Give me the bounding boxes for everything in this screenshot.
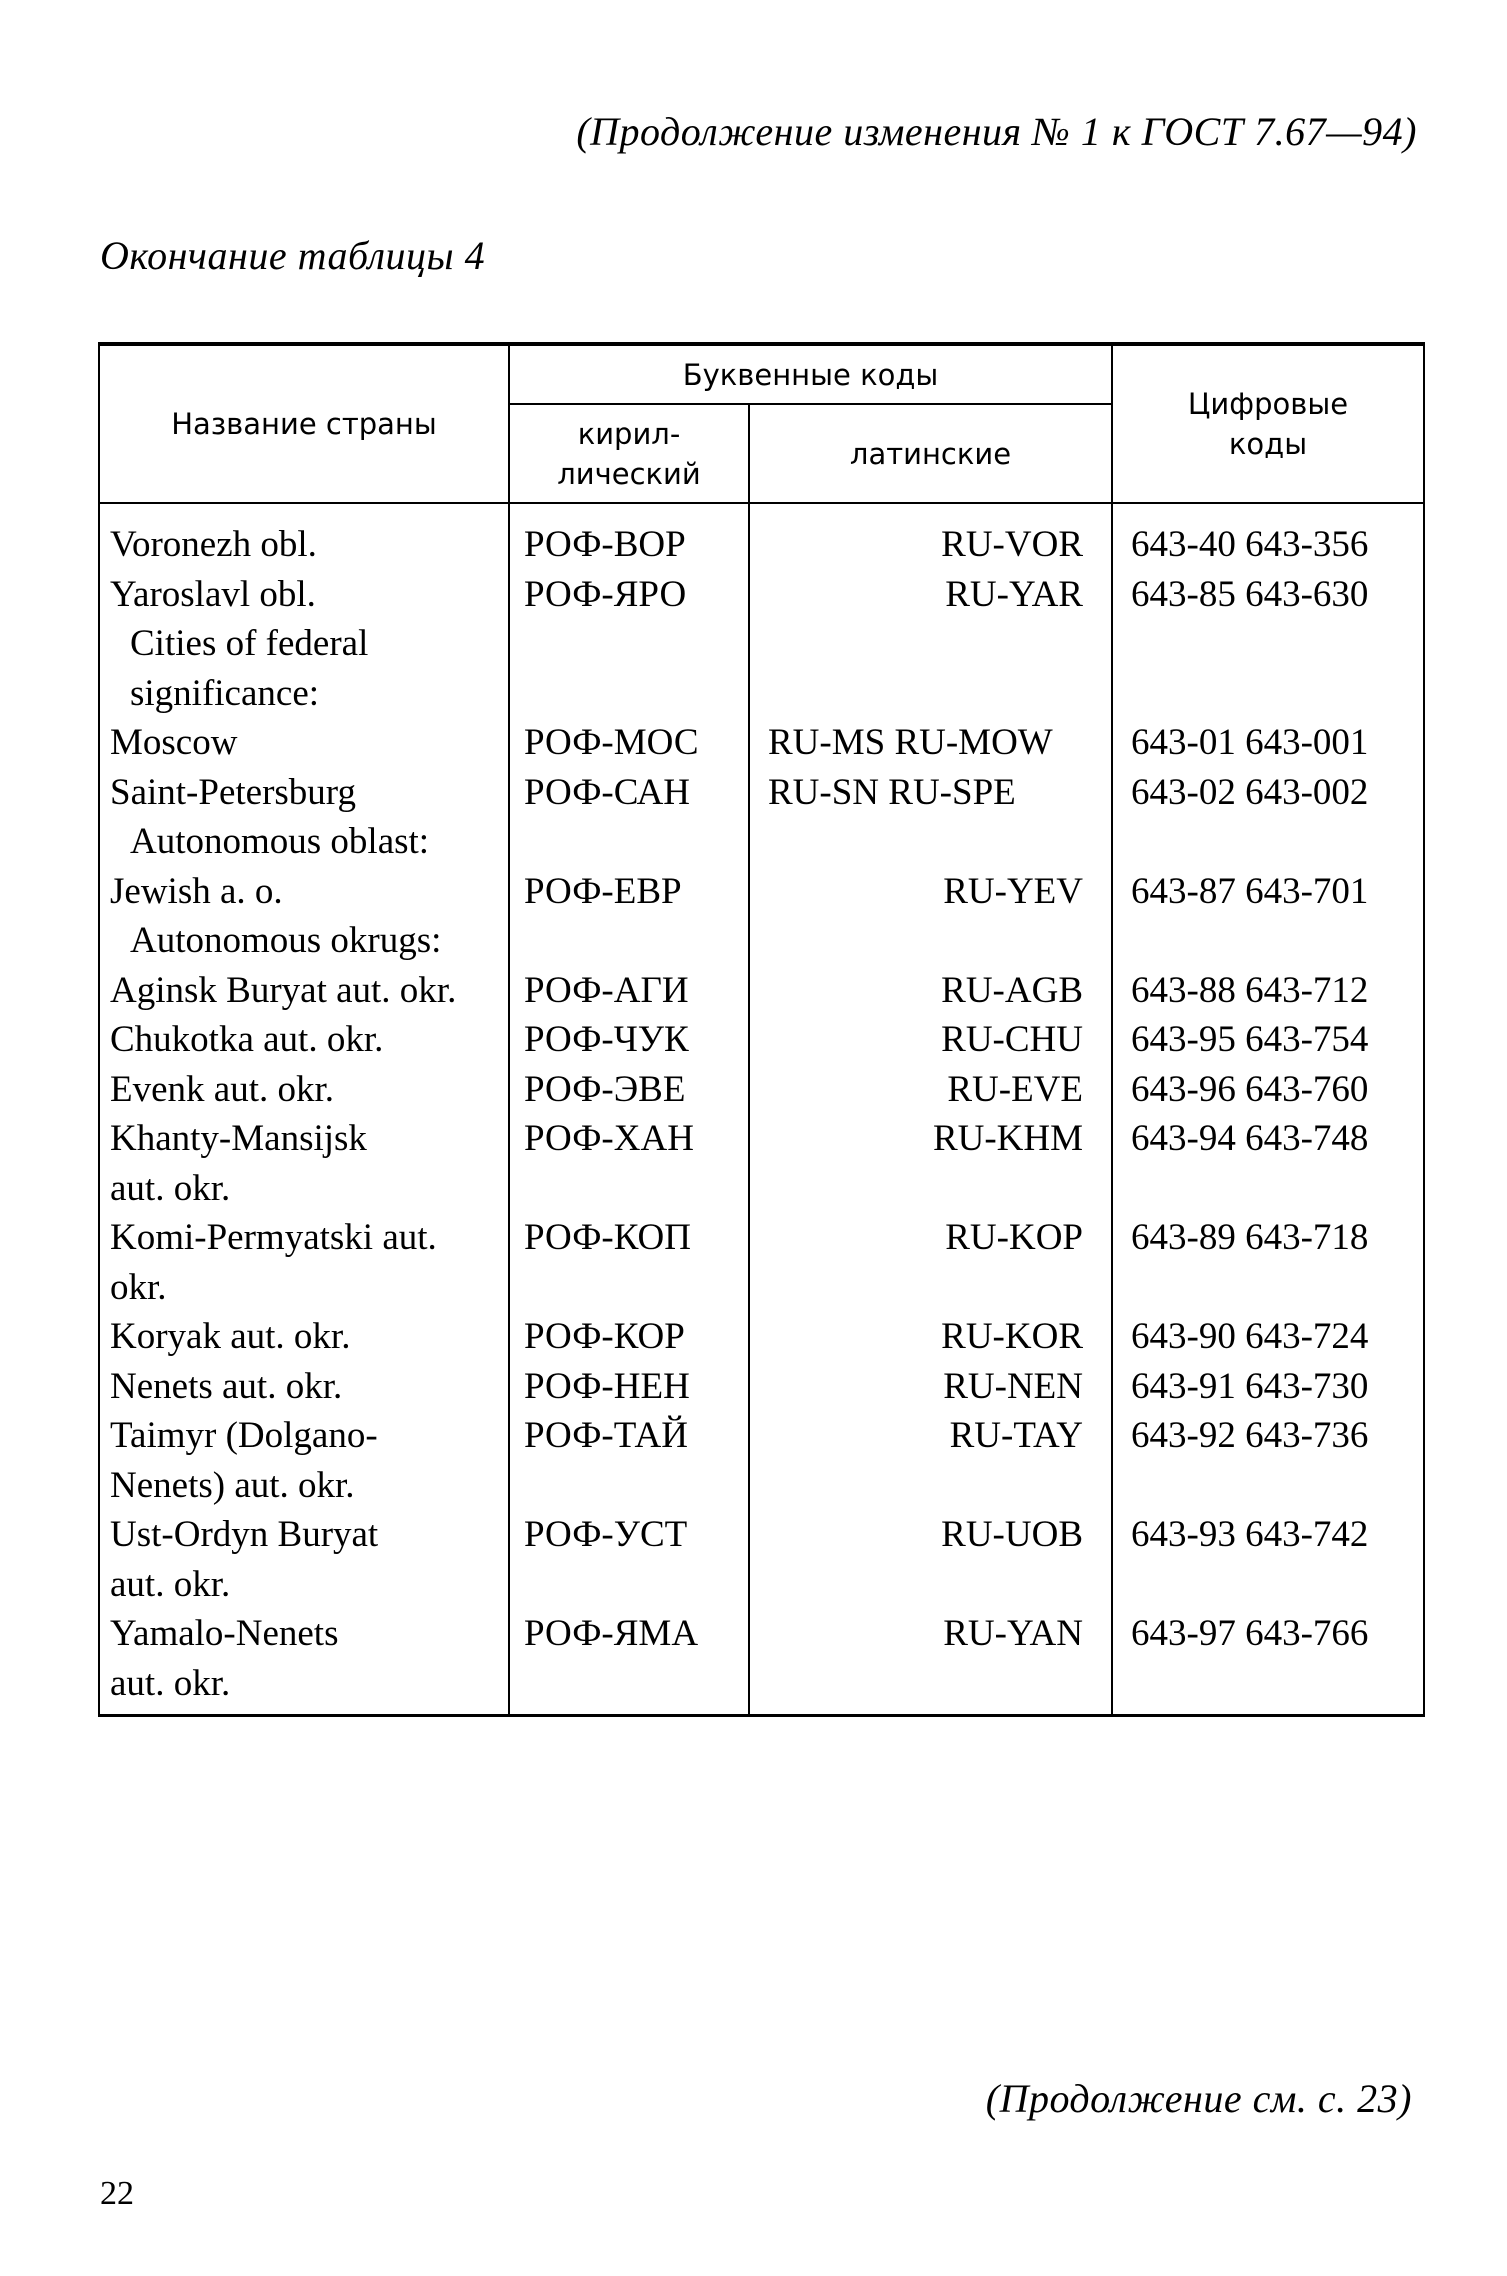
country-name-cell: Jewish a. o.	[99, 867, 509, 917]
country-name-cell: Voronezh obl.	[99, 503, 509, 570]
table-row	[99, 1213, 1424, 1312]
country-name-cell: Nenets aut. okr.	[99, 1362, 509, 1412]
header-letter-codes: Буквенные коды	[509, 344, 1112, 404]
country-name-cell: Saint-Petersburg	[99, 768, 509, 818]
country-name-cell: Yaroslavl obl.	[99, 570, 509, 620]
group-label-cell: Autonomous oblast:	[99, 817, 509, 867]
latin-code-cell	[749, 619, 1112, 718]
table-body	[99, 503, 1424, 1716]
table-row	[99, 1065, 1424, 1115]
header-digital-codes: Цифровые коды	[1112, 344, 1424, 503]
page-number: 22	[100, 2175, 134, 2212]
cyrillic-code-cell: РОФ-УСТ	[509, 1510, 749, 1609]
header-country-name: Название страны	[99, 344, 509, 503]
cyrillic-code-cell	[509, 619, 749, 718]
table-row	[99, 1609, 1424, 1716]
latin-code-cell: RU-YEV	[749, 867, 1112, 917]
table-row	[99, 1312, 1424, 1362]
table-row	[99, 570, 1424, 620]
cyrillic-code-cell: РОФ-ЯРО	[509, 570, 749, 620]
country-name-cell: Khanty-Mansijsk aut. okr.	[99, 1114, 509, 1213]
digital-code-cell: 643-93 643-742	[1112, 1510, 1424, 1609]
table-row	[99, 718, 1424, 768]
table-header	[99, 344, 1424, 503]
table-row	[99, 1015, 1424, 1065]
cyrillic-code-cell: РОФ-ЧУК	[509, 1015, 749, 1065]
latin-code-cell: RU-VOR	[749, 503, 1112, 570]
latin-code-cell: RU-TAY	[749, 1411, 1112, 1510]
table-row	[99, 1411, 1424, 1510]
digital-code-cell: 643-94 643-748	[1112, 1114, 1424, 1213]
digital-code-cell: 643-97 643-766	[1112, 1609, 1424, 1716]
header-cyrillic: кирил- лический	[509, 404, 749, 503]
digital-code-cell	[1112, 916, 1424, 966]
table-row	[99, 1510, 1424, 1609]
cyrillic-code-cell: РОФ-ЯМА	[509, 1609, 749, 1716]
cyrillic-code-cell: РОФ-АГИ	[509, 966, 749, 1016]
table-row	[99, 503, 1424, 570]
digital-code-cell: 643-01 643-001	[1112, 718, 1424, 768]
country-name-cell: Aginsk Buryat aut. okr.	[99, 966, 509, 1016]
cyrillic-code-cell: РОФ-ХАН	[509, 1114, 749, 1213]
country-name-cell: Chukotka aut. okr.	[99, 1015, 509, 1065]
digital-code-cell: 643-95 643-754	[1112, 1015, 1424, 1065]
country-name-cell: Taimyr (Dolgano- Nenets) aut. okr.	[99, 1411, 509, 1510]
table-row	[99, 768, 1424, 818]
digital-code-cell	[1112, 817, 1424, 867]
table-group-row	[99, 817, 1424, 867]
cyrillic-code-cell: РОФ-МОС	[509, 718, 749, 768]
latin-code-cell: RU-CHU	[749, 1015, 1112, 1065]
latin-code-cell: RU-SN RU-SPE	[749, 768, 1112, 818]
cyrillic-code-cell: РОФ-ВОР	[509, 503, 749, 570]
latin-code-cell: RU-KOR	[749, 1312, 1112, 1362]
latin-code-cell: RU-AGB	[749, 966, 1112, 1016]
cyrillic-code-cell	[509, 817, 749, 867]
table-group-row	[99, 916, 1424, 966]
country-codes-table-container	[98, 342, 1423, 1717]
cyrillic-code-cell: РОФ-ЭВЕ	[509, 1065, 749, 1115]
header-latin: латинские	[749, 404, 1112, 503]
group-label-cell: Cities of federal significance:	[99, 619, 509, 718]
table-caption: Окончание таблицы 4	[100, 233, 486, 278]
cyrillic-code-cell	[509, 916, 749, 966]
latin-code-cell: RU-MS RU-MOW	[749, 718, 1112, 768]
digital-code-cell	[1112, 619, 1424, 718]
cyrillic-code-cell: РОФ-САН	[509, 768, 749, 818]
continuation-note: (Продолжение см. с. 23)	[985, 2076, 1412, 2121]
country-codes-table	[98, 342, 1425, 1717]
cyrillic-code-cell: РОФ-ТАЙ	[509, 1411, 749, 1510]
cyrillic-code-cell: РОФ-ЕВР	[509, 867, 749, 917]
digital-code-cell: 643-40 643-356	[1112, 503, 1424, 570]
table-row	[99, 1114, 1424, 1213]
running-head: (Продолжение изменения № 1 к ГОСТ 7.67—94)	[576, 109, 1417, 154]
digital-code-cell: 643-89 643-718	[1112, 1213, 1424, 1312]
latin-code-cell: RU-YAR	[749, 570, 1112, 620]
latin-code-cell: RU-NEN	[749, 1362, 1112, 1412]
latin-code-cell: RU-EVE	[749, 1065, 1112, 1115]
digital-code-cell: 643-91 643-730	[1112, 1362, 1424, 1412]
table-row	[99, 1362, 1424, 1412]
latin-code-cell: RU-UOB	[749, 1510, 1112, 1609]
latin-code-cell	[749, 817, 1112, 867]
table-row	[99, 867, 1424, 917]
country-name-cell: Komi-Permyatski aut. okr.	[99, 1213, 509, 1312]
digital-code-cell: 643-87 643-701	[1112, 867, 1424, 917]
latin-code-cell	[749, 916, 1112, 966]
digital-code-cell: 643-96 643-760	[1112, 1065, 1424, 1115]
latin-code-cell: RU-KOP	[749, 1213, 1112, 1312]
cyrillic-code-cell: РОФ-КОР	[509, 1312, 749, 1362]
table-row	[99, 966, 1424, 1016]
digital-code-cell: 643-92 643-736	[1112, 1411, 1424, 1510]
country-name-cell: Koryak aut. okr.	[99, 1312, 509, 1362]
table-group-row	[99, 619, 1424, 718]
digital-code-cell: 643-02 643-002	[1112, 768, 1424, 818]
country-name-cell: Moscow	[99, 718, 509, 768]
cyrillic-code-cell: РОФ-НЕН	[509, 1362, 749, 1412]
country-name-cell: Evenk aut. okr.	[99, 1065, 509, 1115]
digital-code-cell: 643-88 643-712	[1112, 966, 1424, 1016]
latin-code-cell: RU-KHM	[749, 1114, 1112, 1213]
digital-code-cell: 643-85 643-630	[1112, 570, 1424, 620]
cyrillic-code-cell: РОФ-КОП	[509, 1213, 749, 1312]
digital-code-cell: 643-90 643-724	[1112, 1312, 1424, 1362]
country-name-cell: Ust-Ordyn Buryat aut. okr.	[99, 1510, 509, 1609]
country-name-cell: Yamalo-Nenets aut. okr.	[99, 1609, 509, 1716]
group-label-cell: Autonomous okrugs:	[99, 916, 509, 966]
latin-code-cell: RU-YAN	[749, 1609, 1112, 1716]
